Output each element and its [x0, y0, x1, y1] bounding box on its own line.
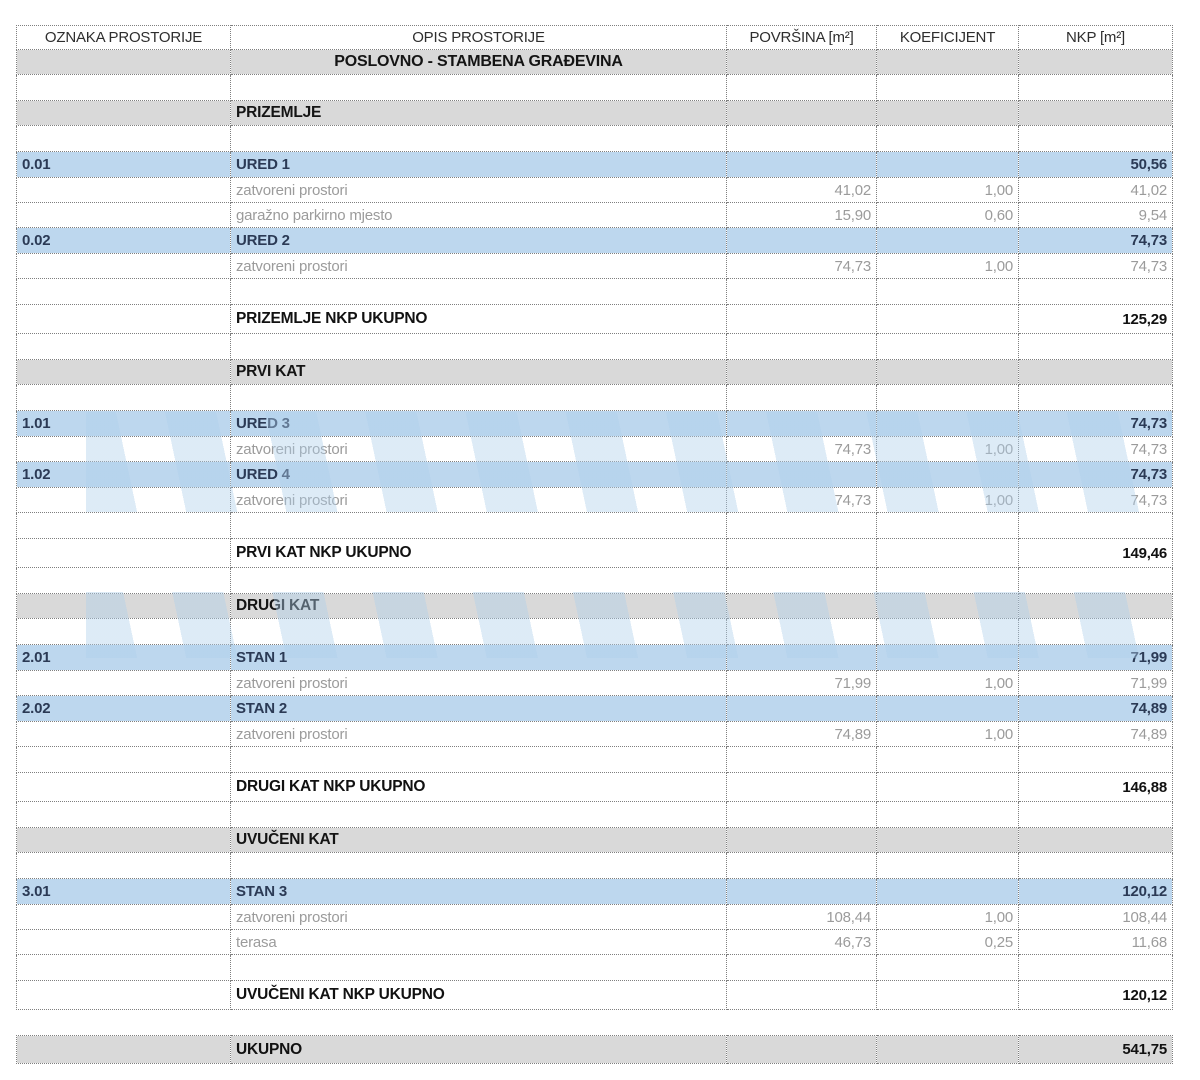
cell-povrsina [727, 802, 877, 828]
cell-povrsina [727, 360, 877, 385]
sub-row [17, 488, 1173, 513]
cell-oznaka [17, 126, 231, 152]
sub-row [17, 254, 1173, 279]
cell-oznaka [17, 955, 231, 981]
total-row [17, 539, 1173, 568]
cell-oznaka [17, 279, 231, 305]
cell-oznaka [17, 722, 231, 747]
cell-opis [231, 334, 727, 360]
cell-povrsina: 108,44 [727, 905, 877, 930]
cell-koef [877, 828, 1019, 853]
cell-opis [231, 75, 727, 101]
cell-povrsina: 46,73 [727, 930, 877, 955]
empty-row [17, 747, 1173, 773]
cell-koef [877, 462, 1019, 488]
cell-povrsina [727, 594, 877, 619]
cell-opis: zatvoreni prostori [231, 178, 727, 203]
cell-oznaka [17, 981, 231, 1010]
cell-oznaka [17, 619, 231, 645]
cell-nkp: 41,02 [1019, 178, 1173, 203]
cell-nkp [1019, 334, 1173, 360]
cell-koef [877, 50, 1019, 75]
total-row [17, 305, 1173, 334]
cell-povrsina: 74,73 [727, 488, 877, 513]
cell-nkp: 146,88 [1019, 773, 1173, 802]
cell-oznaka [17, 203, 231, 228]
cell-koef [877, 645, 1019, 671]
cell-oznaka: 0.02 [17, 228, 231, 254]
cell-opis [231, 385, 727, 411]
cell-povrsina [727, 619, 877, 645]
cell-oznaka [17, 360, 231, 385]
cell-nkp [1019, 802, 1173, 828]
table-body [17, 50, 1173, 1064]
cell-povrsina [727, 462, 877, 488]
cell-koef [877, 334, 1019, 360]
cell-oznaka [17, 254, 231, 279]
cell-opis: PRVI KAT [231, 360, 727, 385]
cell-opis: zatvoreni prostori [231, 254, 727, 279]
cell-koef: 1,00 [877, 178, 1019, 203]
cell-koef [877, 539, 1019, 568]
cell-nkp: 9,54 [1019, 203, 1173, 228]
cell-povrsina [727, 101, 877, 126]
cell-opis: UVUČENI KAT [231, 828, 727, 853]
cell-povrsina [727, 1036, 877, 1064]
cell-oznaka: 2.01 [17, 645, 231, 671]
cell-koef [877, 802, 1019, 828]
cell-nkp [1019, 619, 1173, 645]
cell-oznaka [17, 488, 231, 513]
cell-nkp [1019, 385, 1173, 411]
cell-opis: STAN 2 [231, 696, 727, 722]
cell-nkp [1019, 101, 1173, 126]
cell-nkp: 50,56 [1019, 152, 1173, 178]
cell-koef [877, 696, 1019, 722]
cell-koef [877, 1010, 1019, 1036]
cell-nkp: 74,73 [1019, 411, 1173, 437]
cell-opis [231, 513, 727, 539]
cell-povrsina [727, 305, 877, 334]
sub-row [17, 671, 1173, 696]
cell-povrsina [727, 50, 877, 75]
cell-nkp [1019, 360, 1173, 385]
cell-koef [877, 126, 1019, 152]
gap-row [17, 1010, 1173, 1036]
cell-oznaka [17, 671, 231, 696]
col-header-opis: OPIS PROSTORIJE [231, 26, 727, 50]
cell-opis: PRIZEMLJE [231, 101, 727, 126]
cell-koef: 0,60 [877, 203, 1019, 228]
empty-row [17, 802, 1173, 828]
cell-koef [877, 279, 1019, 305]
cell-opis: zatvoreni prostori [231, 488, 727, 513]
cell-povrsina: 74,73 [727, 437, 877, 462]
cell-povrsina [727, 334, 877, 360]
cell-povrsina: 41,02 [727, 178, 877, 203]
cell-oznaka [17, 568, 231, 594]
cell-povrsina [727, 645, 877, 671]
unit-row [17, 462, 1173, 488]
cell-opis: UVUČENI KAT NKP UKUPNO [231, 981, 727, 1010]
cell-nkp: 74,73 [1019, 488, 1173, 513]
cell-povrsina [727, 411, 877, 437]
cell-oznaka [17, 437, 231, 462]
cell-koef [877, 305, 1019, 334]
cell-oznaka [17, 334, 231, 360]
cell-koef: 1,00 [877, 254, 1019, 279]
cell-koef [877, 513, 1019, 539]
cell-oznaka [17, 50, 231, 75]
col-header-oznaka: OZNAKA PROSTORIJE [17, 26, 231, 50]
cell-povrsina: 74,89 [727, 722, 877, 747]
cell-opis: PRIZEMLJE NKP UKUPNO [231, 305, 727, 334]
cell-nkp: 125,29 [1019, 305, 1173, 334]
cell-povrsina [727, 879, 877, 905]
cell-opis [231, 126, 727, 152]
cell-nkp: 149,46 [1019, 539, 1173, 568]
cell-opis: DRUGI KAT [231, 594, 727, 619]
cell-koef: 1,00 [877, 905, 1019, 930]
cell-opis [231, 1010, 727, 1036]
cell-koef: 1,00 [877, 488, 1019, 513]
cell-povrsina [727, 568, 877, 594]
unit-row [17, 228, 1173, 254]
cell-povrsina [727, 955, 877, 981]
sub-row [17, 437, 1173, 462]
empty-row [17, 853, 1173, 879]
cell-nkp [1019, 828, 1173, 853]
cell-povrsina [727, 1010, 877, 1036]
sub-row [17, 178, 1173, 203]
cell-povrsina: 71,99 [727, 671, 877, 696]
cell-povrsina [727, 228, 877, 254]
cell-opis [231, 568, 727, 594]
cell-opis: UKUPNO [231, 1036, 727, 1064]
cell-koef [877, 853, 1019, 879]
cell-opis: URED 1 [231, 152, 727, 178]
cell-nkp [1019, 75, 1173, 101]
cell-nkp: 74,89 [1019, 696, 1173, 722]
cell-nkp: 74,73 [1019, 437, 1173, 462]
cell-oznaka: 1.01 [17, 411, 231, 437]
cell-nkp [1019, 513, 1173, 539]
empty-row [17, 955, 1173, 981]
cell-koef [877, 385, 1019, 411]
cell-povrsina [727, 75, 877, 101]
cell-povrsina [727, 828, 877, 853]
cell-nkp [1019, 279, 1173, 305]
cell-povrsina [727, 539, 877, 568]
cell-koef [877, 360, 1019, 385]
cell-oznaka [17, 828, 231, 853]
cell-povrsina [727, 126, 877, 152]
col-header-nkp: NKP [m²] [1019, 26, 1173, 50]
cell-koef [877, 1036, 1019, 1064]
section-row [17, 360, 1173, 385]
cell-koef [877, 568, 1019, 594]
cell-oznaka [17, 905, 231, 930]
empty-row [17, 619, 1173, 645]
cell-koef [877, 773, 1019, 802]
cell-opis [231, 747, 727, 773]
cell-oznaka [17, 513, 231, 539]
total-row [17, 981, 1173, 1010]
section-row [17, 594, 1173, 619]
cell-povrsina [727, 773, 877, 802]
section-row [17, 828, 1173, 853]
cell-nkp [1019, 747, 1173, 773]
empty-row [17, 126, 1173, 152]
cell-nkp [1019, 1010, 1173, 1036]
cell-oznaka [17, 305, 231, 334]
empty-row [17, 385, 1173, 411]
cell-opis: zatvoreni prostori [231, 437, 727, 462]
sub-row [17, 203, 1173, 228]
cell-nkp [1019, 594, 1173, 619]
cell-oznaka [17, 1036, 231, 1064]
unit-row [17, 645, 1173, 671]
cell-nkp [1019, 126, 1173, 152]
cell-koef: 1,00 [877, 722, 1019, 747]
cell-opis: POSLOVNO - STAMBENA GRAĐEVINA [231, 50, 727, 75]
unit-row [17, 152, 1173, 178]
grand-row [17, 1036, 1173, 1064]
unit-row [17, 696, 1173, 722]
cell-oznaka [17, 385, 231, 411]
empty-row [17, 279, 1173, 305]
cell-oznaka [17, 539, 231, 568]
cell-nkp: 120,12 [1019, 879, 1173, 905]
col-header-povrsina: POVRŠINA [m²] [727, 26, 877, 50]
cell-povrsina [727, 385, 877, 411]
section-row [17, 101, 1173, 126]
cell-nkp: 74,89 [1019, 722, 1173, 747]
cell-koef [877, 619, 1019, 645]
cell-oznaka: 3.01 [17, 879, 231, 905]
cell-oznaka [17, 747, 231, 773]
cell-opis: garažno parkirno mjesto [231, 203, 727, 228]
sub-row [17, 930, 1173, 955]
cell-opis: URED 4 [231, 462, 727, 488]
cell-opis: DRUGI KAT NKP UKUPNO [231, 773, 727, 802]
cell-nkp: 108,44 [1019, 905, 1173, 930]
cell-koef [877, 879, 1019, 905]
cell-oznaka [17, 853, 231, 879]
cell-opis: PRVI KAT NKP UKUPNO [231, 539, 727, 568]
cell-povrsina [727, 853, 877, 879]
cell-opis: URED 2 [231, 228, 727, 254]
cell-koef [877, 981, 1019, 1010]
empty-row [17, 513, 1173, 539]
cell-koef: 0,25 [877, 930, 1019, 955]
cell-oznaka [17, 75, 231, 101]
cell-nkp: 71,99 [1019, 645, 1173, 671]
empty-row [17, 75, 1173, 101]
cell-povrsina: 74,73 [727, 254, 877, 279]
cell-nkp: 11,68 [1019, 930, 1173, 955]
cell-oznaka: 1.02 [17, 462, 231, 488]
cell-opis [231, 955, 727, 981]
cell-povrsina [727, 747, 877, 773]
cell-koef [877, 228, 1019, 254]
cell-opis [231, 619, 727, 645]
cell-oznaka [17, 178, 231, 203]
cell-povrsina [727, 981, 877, 1010]
cell-nkp: 74,73 [1019, 462, 1173, 488]
title-row [17, 50, 1173, 75]
cell-opis: STAN 3 [231, 879, 727, 905]
cell-opis [231, 279, 727, 305]
cell-opis [231, 853, 727, 879]
cell-nkp: 71,99 [1019, 671, 1173, 696]
cell-koef: 1,00 [877, 671, 1019, 696]
col-header-koef: KOEFICIJENT [877, 26, 1019, 50]
cell-oznaka [17, 594, 231, 619]
cell-oznaka: 0.01 [17, 152, 231, 178]
header-row [17, 26, 1173, 50]
cell-koef: 1,00 [877, 437, 1019, 462]
cell-oznaka [17, 802, 231, 828]
cell-povrsina [727, 279, 877, 305]
sub-row [17, 905, 1173, 930]
cell-opis [231, 802, 727, 828]
cell-opis: zatvoreni prostori [231, 671, 727, 696]
cell-nkp [1019, 955, 1173, 981]
unit-row [17, 879, 1173, 905]
empty-row [17, 334, 1173, 360]
cell-oznaka [17, 930, 231, 955]
empty-row [17, 568, 1173, 594]
cell-nkp: 74,73 [1019, 254, 1173, 279]
cell-opis: URED 3 [231, 411, 727, 437]
cell-nkp [1019, 853, 1173, 879]
cell-koef [877, 594, 1019, 619]
cell-oznaka: 2.02 [17, 696, 231, 722]
cell-opis: zatvoreni prostori [231, 722, 727, 747]
cell-povrsina [727, 152, 877, 178]
cell-povrsina [727, 696, 877, 722]
cell-koef [877, 747, 1019, 773]
cell-nkp: 541,75 [1019, 1036, 1173, 1064]
cell-oznaka [17, 773, 231, 802]
total-row [17, 773, 1173, 802]
area-calculation-sheet [16, 25, 1173, 1064]
cell-opis: STAN 1 [231, 645, 727, 671]
cell-oznaka [17, 101, 231, 126]
cell-nkp: 120,12 [1019, 981, 1173, 1010]
cell-opis: zatvoreni prostori [231, 905, 727, 930]
cell-oznaka [17, 1010, 231, 1036]
cell-nkp: 74,73 [1019, 228, 1173, 254]
cell-nkp [1019, 568, 1173, 594]
cell-opis: terasa [231, 930, 727, 955]
cell-koef [877, 75, 1019, 101]
cell-koef [877, 101, 1019, 126]
unit-row [17, 411, 1173, 437]
cell-koef [877, 411, 1019, 437]
cell-nkp [1019, 50, 1173, 75]
cell-povrsina: 15,90 [727, 203, 877, 228]
cell-koef [877, 955, 1019, 981]
cell-povrsina [727, 513, 877, 539]
area-table [16, 25, 1173, 1064]
cell-koef [877, 152, 1019, 178]
sub-row [17, 722, 1173, 747]
